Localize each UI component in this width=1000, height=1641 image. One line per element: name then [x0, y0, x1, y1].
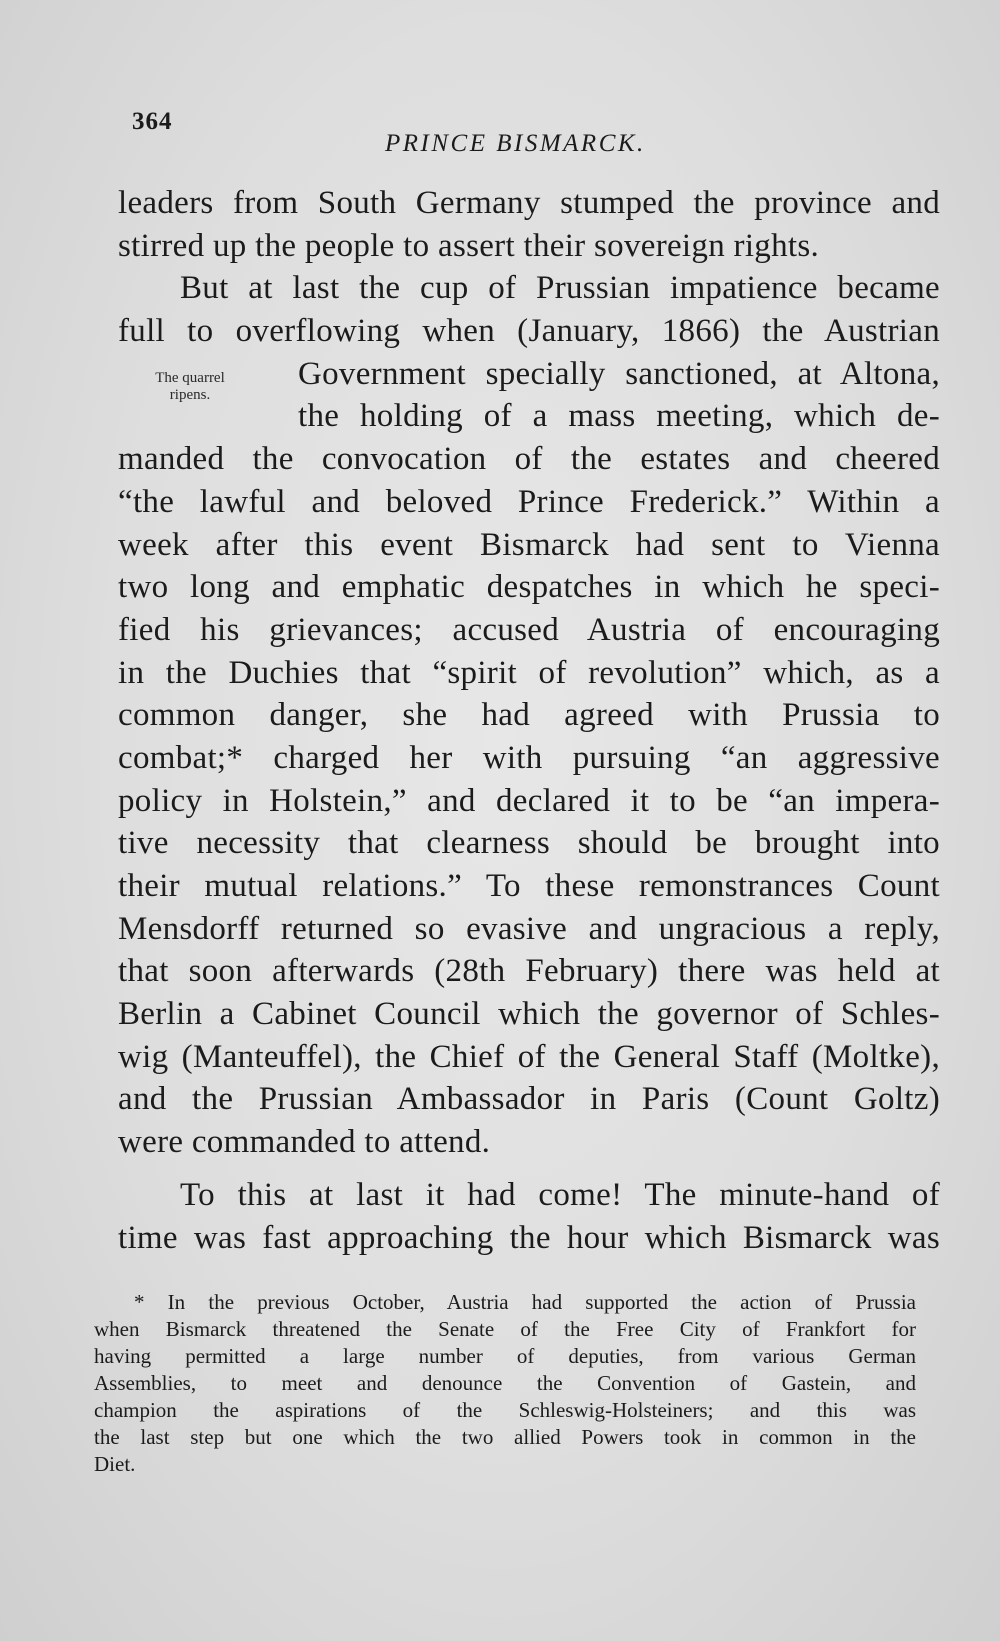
text-line: fied his grievances; accused Austria of encouraging	[118, 611, 940, 648]
text-line: “the lawful and beloved Prince Frederick.” Within a	[118, 483, 940, 520]
text-line: that soon afterwards (28th February) there was held at	[118, 953, 940, 990]
text-line: stirred up the people to assert their sovereign rights.	[118, 227, 820, 264]
text-line: were commanded to attend.	[118, 1124, 491, 1161]
text-line: their mutual relations.” To these remonstrances Count	[118, 868, 940, 904]
text-line: leaders from South Germany stumped the province and	[118, 185, 940, 221]
page-header	[0, 108, 1000, 158]
page-number: 364	[132, 108, 173, 135]
footnote-line: having permitted a large number of deputies, from various German	[94, 1344, 916, 1368]
text-line: policy in Holstein,” and declared it to be “an impera-	[118, 782, 940, 819]
text-line: tive necessity that clearness should be brought into	[118, 825, 940, 862]
text-line: wig (Manteuffel), the Chief of the General Staff (Moltke),	[118, 1038, 940, 1075]
body-text	[118, 182, 940, 1259]
text-line: and the Prussian Ambassador in Paris (Count Goltz)	[118, 1081, 940, 1118]
text-line: time was fast approaching the hour which Bismarck was	[118, 1219, 940, 1256]
footnote-line: Assemblies, to meet and denounce the Convention of Gastein, and	[94, 1371, 916, 1395]
margin-note-line: ripens.	[169, 387, 211, 403]
text-line: week after this event Bismarck had sent to Vienna	[118, 526, 940, 563]
text-line: common danger, she had agreed with Prussia to	[118, 697, 940, 734]
text-line: manded the convocation of the estates and cheered	[118, 441, 940, 478]
running-title: PRINCE BISMARCK.	[385, 130, 646, 157]
footnote-line: when Bismarck threatened the Senate of the Free City of Frankfort for	[94, 1317, 916, 1341]
margin-note-line: The quarrel	[155, 370, 225, 386]
footnote-line: * In the previous October, Austria had supported the action of Prussia	[134, 1290, 916, 1314]
footnote-line: the last step but one which the two allied Powers took in common in the	[94, 1425, 916, 1449]
text-line: combat;* charged her with pursuing “an aggressive	[118, 739, 940, 776]
footnote	[94, 1289, 916, 1478]
text-line: two long and emphatic despatches in which he speci-	[118, 569, 940, 606]
text-line: Government specially sanctioned, at Altona,	[298, 355, 940, 392]
footnote-line: Diet.	[94, 1452, 136, 1476]
text-line: To this at last it had come! The minute-hand of	[180, 1176, 940, 1213]
text-line: Berlin a Cabinet Council which the governor of Schles-	[118, 996, 940, 1033]
text-line: Mensdorff returned so evasive and ungracious a reply,	[118, 910, 940, 947]
footnote-line: champion the aspirations of the Schleswig-Holsteiners; and this was	[94, 1398, 916, 1422]
text-line: the holding of a mass meeting, which de-	[298, 398, 940, 435]
text-line: full to overflowing when (January, 1866) the Austrian	[118, 313, 940, 350]
text-line: But at last the cup of Prussian impatience became	[180, 270, 940, 307]
text-line: in the Duchies that “spirit of revolution” which, as a	[118, 654, 940, 691]
